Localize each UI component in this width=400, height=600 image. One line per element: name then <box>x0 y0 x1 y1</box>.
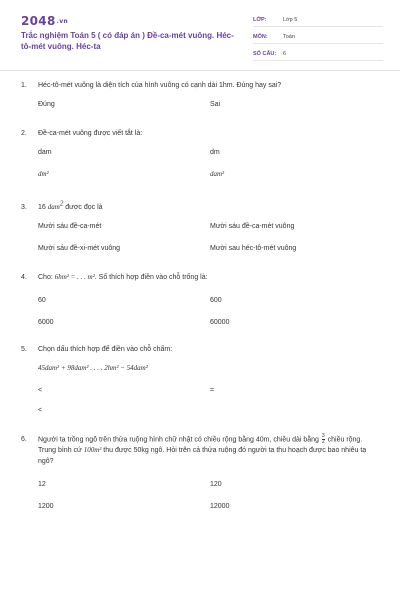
option-d[interactable]: dam² <box>210 170 225 178</box>
meta-label: MÔN: <box>253 34 268 40</box>
question-unit: dam <box>47 203 60 211</box>
meta-row-subject <box>253 31 383 44</box>
meta-label: SỐ CÂU: <box>253 51 277 57</box>
quiz-meta <box>253 14 383 65</box>
question-text-rest: được đọc là <box>65 204 103 211</box>
meta-row-count <box>253 48 383 61</box>
meta-row-grade <box>253 14 383 27</box>
meta-value: Lớp 5 <box>283 17 298 23</box>
option-a[interactable]: dam <box>38 149 52 156</box>
question-text <box>38 434 381 467</box>
option-a[interactable]: 12 <box>38 481 46 489</box>
question-3 <box>21 199 381 259</box>
question-text-b: chiều rộng. Trung bình cứ <box>38 436 363 455</box>
option-b[interactable]: 120 <box>210 481 222 489</box>
option-d[interactable]: 12000 <box>210 503 230 511</box>
option-b[interactable]: dm <box>210 149 220 156</box>
question-number: 5. <box>21 346 27 353</box>
question-number: 6. <box>21 436 27 443</box>
option-a[interactable]: < <box>38 387 43 394</box>
logo-text: 2048 <box>21 14 56 28</box>
option-a[interactable]: 60 <box>38 297 46 304</box>
option-b[interactable]: Sai <box>210 101 221 108</box>
question-text-c: thu được 50kg ngô. Hỏi trên cả thửa ruộng đó người ta thu hoạch được bao nhiêu tạ ngô? <box>38 447 367 466</box>
option-a[interactable]: Đúng <box>38 101 55 108</box>
option-b[interactable]: Mười sáu đề-ca-mét vuông <box>210 223 295 230</box>
option-b[interactable]: 600 <box>210 297 222 304</box>
question-2 <box>21 128 381 187</box>
question-5 <box>21 344 381 423</box>
question-6 <box>21 434 381 515</box>
option-c[interactable]: 6000 <box>38 319 54 326</box>
question-number: 2. <box>21 130 27 137</box>
question-text <box>38 272 381 283</box>
question-value: 16 <box>38 204 46 211</box>
option-c[interactable]: Mười sáu đề-xi-mét vuông <box>38 245 121 252</box>
fraction-denominator: 2 <box>321 439 325 445</box>
math-expression: 45dam² + 98dam² . . . . 2hm² − 54dam² <box>38 364 148 372</box>
meta-value: 6 <box>283 51 287 57</box>
site-logo[interactable] <box>21 14 68 28</box>
math-expression: 6hm² = . . . m² <box>54 273 95 281</box>
question-number: 4. <box>21 274 27 281</box>
question-text-rest: . Số thích hợp điền vào chỗ trống là: <box>94 274 208 281</box>
question-unit-exponent: 2 <box>59 199 64 208</box>
fraction <box>322 434 325 445</box>
page-title: Trắc nghiệm Toán 5 ( có đáp án ) Đề-ca-mét vuông. Héc-tô-mét vuông. Héc-ta <box>21 31 234 51</box>
question-text <box>38 199 381 213</box>
question-prefix: Cho: <box>38 274 53 281</box>
page-header <box>0 0 400 71</box>
question-number: 1. <box>21 82 27 89</box>
question-4 <box>21 272 381 329</box>
question-text-a: Người ta trồng ngô trên thửa ruộng hình chữ nhật có chiều rộng bằng 40m, chiều dài bằng <box>38 436 319 444</box>
math-area: 100m² <box>83 446 102 455</box>
option-d[interactable]: Mười sau héc-tô-mét vuông <box>210 245 297 252</box>
option-c[interactable]: dm² <box>38 170 49 178</box>
option-b[interactable]: = <box>210 387 215 394</box>
option-c[interactable]: < <box>38 407 43 414</box>
option-c[interactable]: 1200 <box>38 503 54 511</box>
fraction-numerator: 3 <box>321 433 325 439</box>
logo-suffix: .vn <box>56 18 68 25</box>
question-1 <box>21 80 381 111</box>
option-d[interactable]: 60000 <box>210 319 230 326</box>
option-a[interactable]: Mười sáu đề-ca-mét <box>38 223 102 230</box>
question-text: Chọn dấu thích hợp để điền vào chỗ chấm: <box>38 346 173 353</box>
question-text: Đề-ca-mét vuông được viết tắt là: <box>38 130 143 137</box>
meta-label: LỚP: <box>253 17 267 23</box>
question-number: 3. <box>21 204 27 211</box>
question-text: Héc-tô-mét vuông là diện tích của hình vuông có cạnh dài 1hm. Đúng hay sai? <box>38 82 282 89</box>
meta-value: Toán <box>283 34 295 40</box>
